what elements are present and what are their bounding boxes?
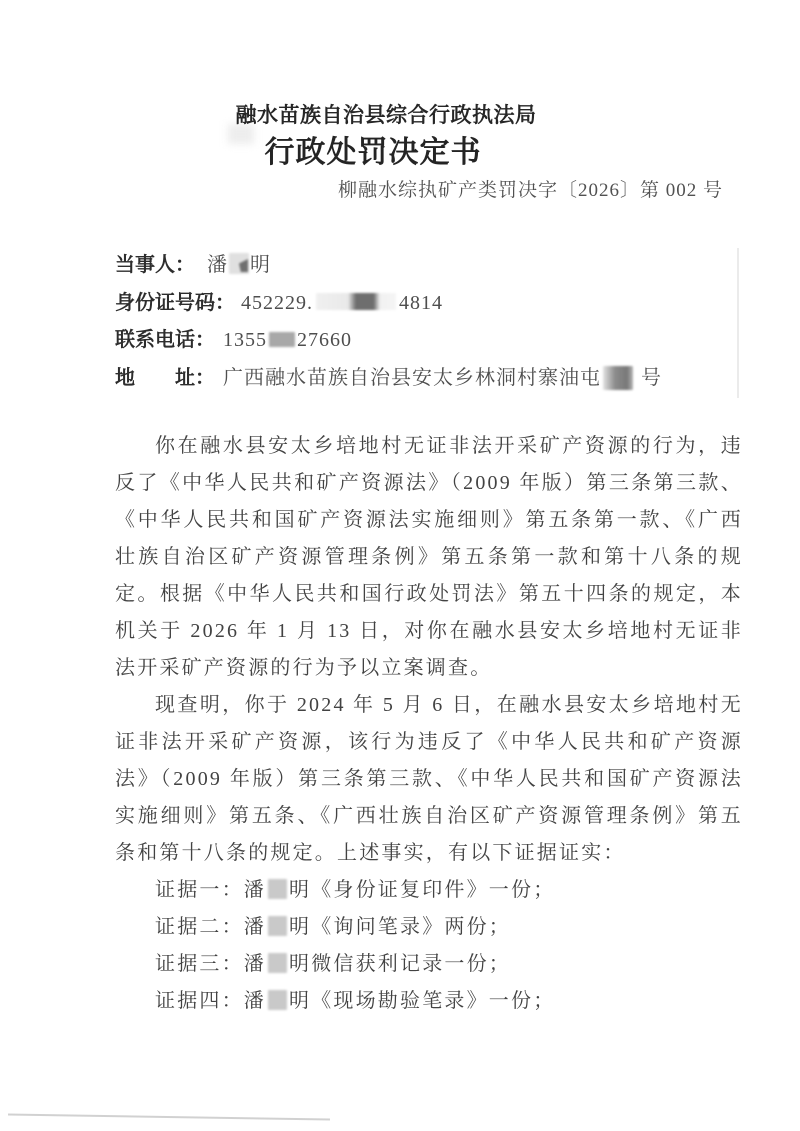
evidence-item-1 [115,872,743,909]
redaction-box [229,253,249,274]
evidence-2-post: 明《询问笔录》两份； [289,916,511,938]
redaction-box [269,332,295,347]
evidence-item-4 [115,983,743,1020]
field-party-name [115,247,745,285]
address-value-pre: 广西融水苗族自治县安太乡林洞村寨油屯 [223,366,601,389]
paragraph-findings: 现查明，你于 2024 年 5 月 6 日，在融水县安太乡培地村无证非法开采矿产资源，该行为违反了《中华人民共和矿产资源法》（2009 年版）第三条第三款、《中华人民共和国矿产资源法实施细则》第五条、《广西壮族自治区矿产资源管理条例》第五条和第十八条的规定。上述事实，有以下证据证实： [115,694,743,864]
party-name-value-pre: 潘 [207,254,228,276]
issuing-authority-title: 融水苗族自治县综合行政执法局 [235,104,537,127]
evidence-1-post: 明《身份证复印件》一份； [289,879,556,901]
field-address [115,360,745,398]
evidence-1-pre: 证据一：潘 [155,879,266,901]
address-label: 地 址： [115,366,215,389]
evidence-item-3 [115,946,743,983]
evidence-4-post: 明《现场勘验笔录》一份； [289,990,556,1012]
evidence-item-2 [115,909,743,946]
id-number-value-pre: 452229. [241,291,313,314]
field-id-number [115,285,745,323]
scan-bottom-line [8,1113,330,1120]
document-number: 柳融水综执矿产类罚决字〔2026〕第 002 号 [337,180,723,201]
evidence-3-post: 明微信获利记录一份； [289,953,511,975]
phone-value-pre: 1355 [223,329,267,352]
redaction-box [268,879,287,899]
evidence-3-pre: 证据三：潘 [155,953,266,975]
redaction-box [268,916,287,936]
redaction-box [316,293,396,310]
phone-label: 联系电话： [115,329,215,352]
party-info-section [115,247,745,397]
address-value-post: 号 [641,366,662,389]
document-title: 行政处罚决定书 [264,136,482,169]
redaction-box [268,990,287,1010]
redaction-box [268,953,287,973]
id-number-value-post: 4814 [399,291,443,314]
id-number-label: 身份证号码： [115,291,235,314]
field-phone [115,322,745,360]
evidence-2-pre: 证据二：潘 [155,916,266,938]
paragraph-violation: 你在融水县安太乡培地村无证非法开采矿产资源的行为，违反了《中华人民共和矿产资源法》（2009 年版）第三条第三款、《中华人民共和国矿产资源法实施细则》第五条第一款、《广西壮族自治区矿产资源管理条例》第五条第一款和第十八条的规定。根据《中华人民共和国行政处罚法》第五十四条的规定，本机关于 2026 年 1 月 13 日，对你在融水县安太乡培地村无证非法开采矿产资源的行为予以立案调查。 [115,435,743,679]
redaction-box [603,366,633,390]
party-name-label: 当事人： [115,254,195,276]
phone-value-post: 27660 [297,329,352,352]
evidence-4-pre: 证据四：潘 [155,990,266,1012]
document-body [115,428,743,1020]
party-name-value-post: 明 [250,254,271,276]
